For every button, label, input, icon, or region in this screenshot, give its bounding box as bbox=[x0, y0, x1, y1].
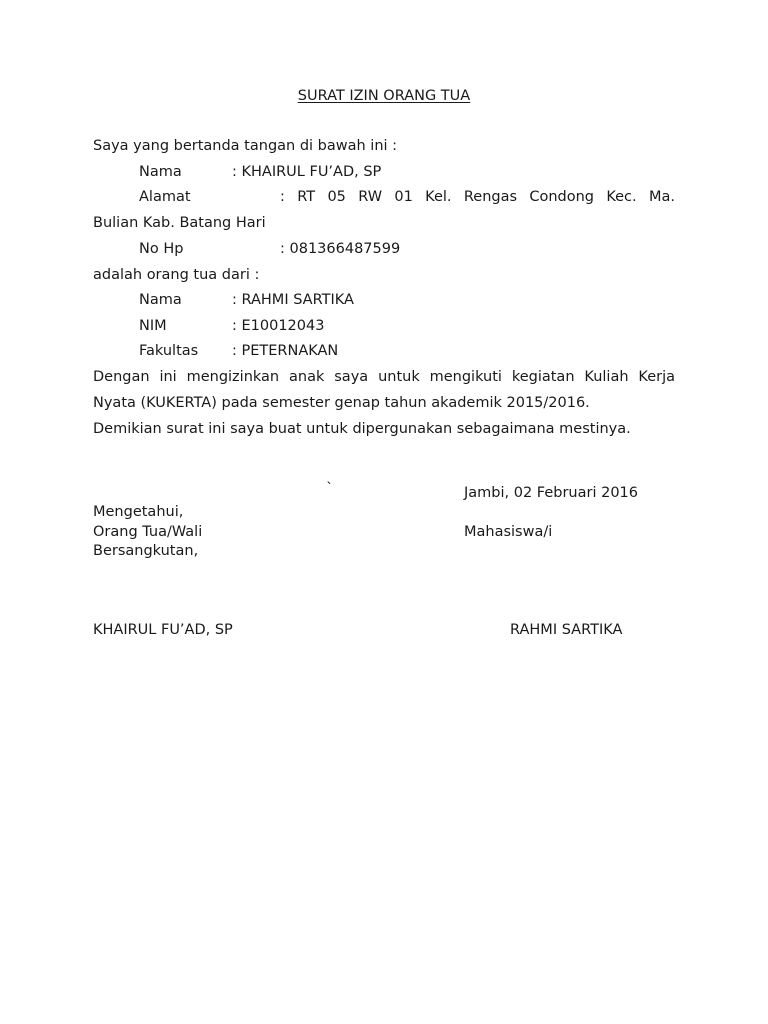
parent-address-value bbox=[280, 188, 675, 206]
letter-title: SURAT IZIN ORANG TUA bbox=[297, 88, 471, 104]
body-line-1-word: saya bbox=[334, 369, 369, 385]
address-word: Rengas bbox=[463, 189, 518, 205]
body-line-1-word: anak bbox=[289, 369, 325, 385]
address-word: Condong bbox=[529, 189, 595, 205]
student-label: Mahasiswa/i bbox=[464, 524, 553, 540]
child-intro-text: adalah orang tua dari : bbox=[93, 267, 260, 283]
intro-text: Saya yang bertanda tangan di bawah ini : bbox=[93, 138, 398, 154]
body-line-1-word: untuk bbox=[378, 369, 420, 385]
parent-address-label: Alamat bbox=[139, 189, 191, 205]
address-word: Ma. bbox=[648, 189, 675, 205]
body-line-1-word: kegiatan bbox=[511, 369, 575, 385]
body-line-1-word: Dengan bbox=[93, 369, 150, 385]
address-word: 01 bbox=[394, 189, 413, 205]
body-paragraph-line-1 bbox=[93, 368, 675, 386]
address-word: RT bbox=[297, 189, 316, 205]
body-line-1-word: mengikuti bbox=[429, 369, 502, 385]
child-faculty-value: : PETERNAKAN bbox=[232, 343, 339, 359]
address-word: RW bbox=[358, 189, 383, 205]
closing-sentence: Demikian surat ini saya buat untuk dipergunakan sebagaimana mestinya. bbox=[93, 421, 631, 437]
place-date: Jambi, 02 Februari 2016 bbox=[464, 485, 639, 501]
student-signature-name: RAHMI SARTIKA bbox=[510, 622, 623, 638]
child-faculty-label: Fakultas bbox=[139, 343, 199, 359]
child-name-value: : RAHMI SARTIKA bbox=[232, 292, 354, 308]
body-paragraph-line-2: Nyata (KUKERTA) pada semester genap tahun akademik 2015/2016. bbox=[93, 395, 590, 411]
parent-signature-name: KHAIRUL FU’AD, SP bbox=[93, 622, 233, 638]
parent-guardian-label: Orang Tua/Wali bbox=[93, 524, 203, 540]
parent-phone-label: No Hp bbox=[139, 241, 184, 257]
address-word: : bbox=[280, 189, 285, 205]
child-nim-value: : E10012043 bbox=[232, 318, 325, 334]
body-line-1-word: Kuliah bbox=[584, 369, 629, 385]
address-word: Kec. bbox=[606, 189, 637, 205]
child-nim-label: NIM bbox=[139, 318, 167, 334]
parent-phone-value: : 081366487599 bbox=[280, 241, 401, 257]
address-word: Kel. bbox=[425, 189, 452, 205]
stray-mark: ` bbox=[326, 481, 334, 497]
parent-name-label: Nama bbox=[139, 164, 182, 180]
parent-address-continued: Bulian Kab. Batang Hari bbox=[93, 215, 266, 231]
body-line-1-word: ini bbox=[159, 369, 177, 385]
concerned-label: Bersangkutan, bbox=[93, 543, 199, 559]
parent-name-value: : KHAIRUL FU’AD, SP bbox=[232, 164, 382, 180]
acknowledged-label: Mengetahui, bbox=[93, 504, 184, 520]
body-line-1-word: Kerja bbox=[638, 369, 675, 385]
address-word: 05 bbox=[327, 189, 346, 205]
child-name-label: Nama bbox=[139, 292, 182, 308]
body-line-1-word: mengizinkan bbox=[186, 369, 280, 385]
